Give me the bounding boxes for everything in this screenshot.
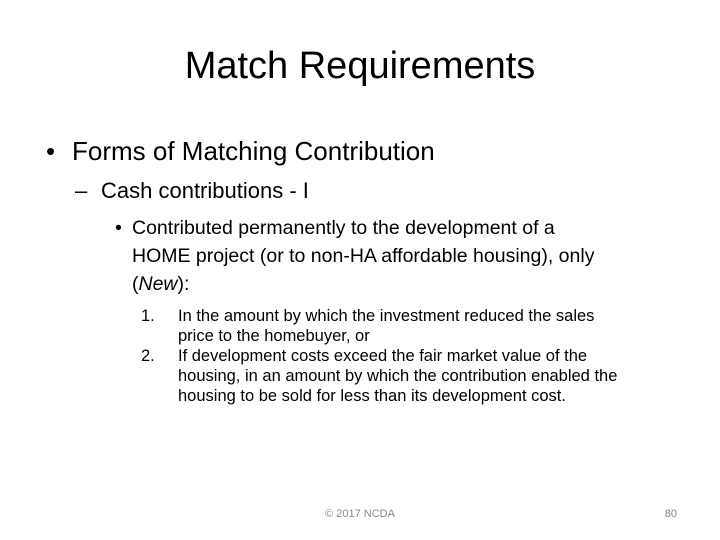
bullet-level-3-text bbox=[132, 214, 677, 298]
item-text bbox=[178, 346, 686, 406]
item-number: 1. bbox=[141, 307, 155, 325]
bullet-level-1-text: Forms of Matching Contribution bbox=[72, 136, 435, 166]
item-text-line: housing to be sold for less than its development cost. bbox=[178, 387, 566, 405]
bullet-dot: • bbox=[115, 217, 122, 239]
bullet-dot: • bbox=[46, 136, 56, 166]
item-text-line: If development costs exceed the fair market value of the bbox=[178, 347, 588, 365]
bullet-level-3-line-3-pre: ( bbox=[132, 273, 139, 295]
item-text-line: price to the homebuyer, or bbox=[178, 327, 370, 345]
numbered-item-1 bbox=[141, 306, 686, 346]
numbered-list bbox=[141, 306, 686, 406]
bullet-dash: – bbox=[75, 178, 88, 203]
item-number: 2. bbox=[141, 347, 155, 365]
item-text-line: In the amount by which the investment reduced the sales bbox=[178, 307, 595, 325]
item-text bbox=[178, 306, 686, 346]
numbered-item-2 bbox=[141, 346, 686, 406]
page-number: 80 bbox=[664, 508, 677, 520]
new-emphasis: New bbox=[138, 273, 178, 295]
item-text-line: housing, in an amount by which the contribution enabled the bbox=[178, 367, 618, 385]
bullet-level-3-line-2: HOME project (or to non-HA affordable housing), only bbox=[132, 245, 595, 267]
bullet-level-2-text: Cash contributions - I bbox=[101, 178, 309, 203]
slide-title: Match Requirements bbox=[184, 45, 536, 87]
footer-copyright: © 2017 NCDA bbox=[325, 508, 395, 520]
bullet-level-3-line-1: Contributed permanently to the development of a bbox=[132, 217, 555, 239]
bullet-level-3-line-3-post: ): bbox=[177, 273, 190, 295]
